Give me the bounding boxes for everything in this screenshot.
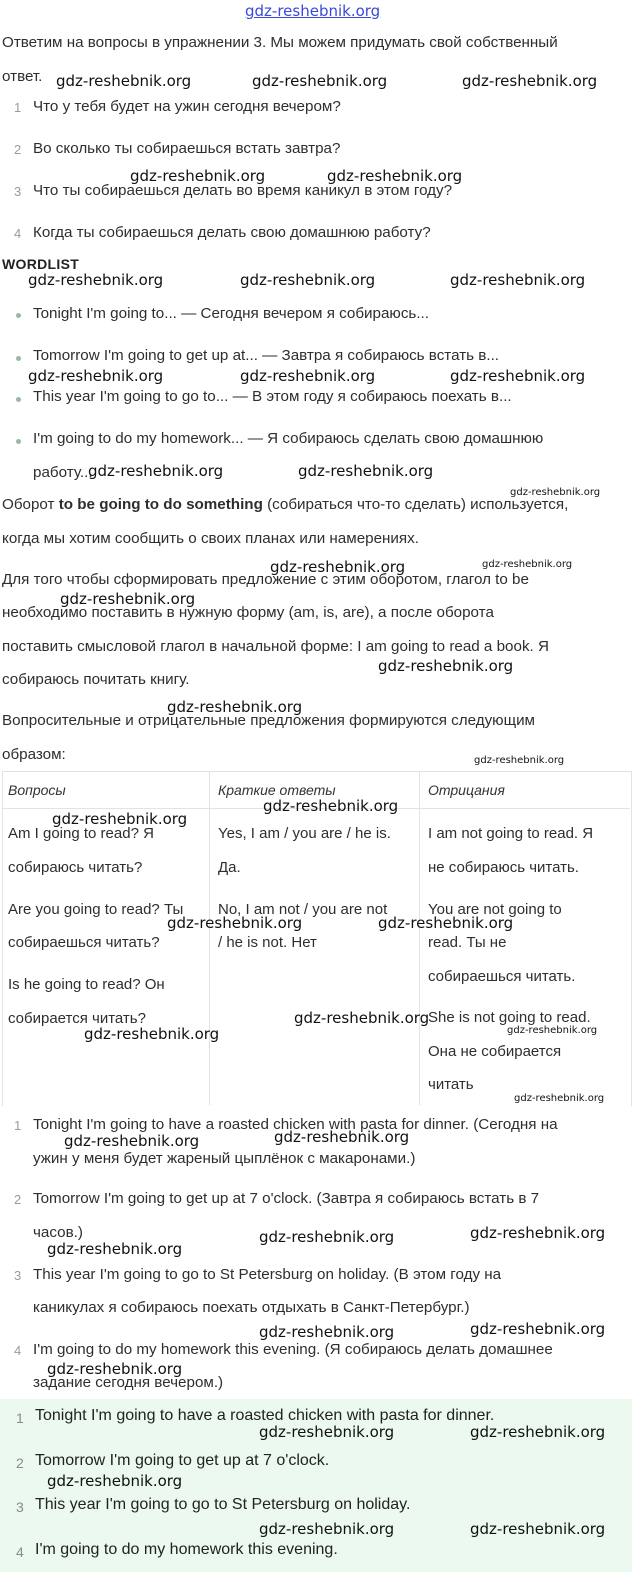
table-cell: собираешься читать.: [428, 968, 576, 985]
table-cell: Yes, I am / you are / he is.: [218, 825, 391, 842]
watermark: gdz-reshebnik.org: [470, 1320, 606, 1338]
grammar-line: Вопросительные и отрицательные предложения формируются следующим: [2, 712, 535, 729]
watermark: gdz-reshebnik.org: [470, 1224, 606, 1242]
table-cell: Is he going to read? Он: [8, 976, 165, 993]
grammar-text: Оборот: [2, 496, 59, 513]
bullet-icon: [16, 397, 21, 402]
question-number: 4: [14, 226, 22, 241]
final-answer: Tomorrow I'm going to get up at 7 o'clock.: [35, 1452, 330, 1469]
wordlist-item: I'm going to do my homework... — Я собираюсь сделать свою домашнюю: [33, 430, 544, 447]
table-cell: No, I am not / you are not: [218, 901, 388, 918]
watermark: gdz-reshebnik.org: [56, 72, 192, 90]
watermark: gdz-reshebnik.org: [88, 462, 224, 480]
question-item: Что ты собираешься делать во время каникул в этом году?: [33, 182, 453, 199]
watermark: gdz-reshebnik.org: [298, 462, 434, 480]
watermark: gdz-reshebnik.org: [378, 657, 514, 675]
question-number: 2: [14, 142, 22, 157]
grammar-paragraph-1: [2, 496, 568, 513]
table-cell: I am not going to read. Я: [428, 825, 594, 842]
table-cell: читать: [428, 1076, 474, 1093]
table-cell: She is not going to read.: [428, 1009, 591, 1026]
grammar-line: Для того чтобы сформировать предложение с этим оборотом, глагол to be: [2, 571, 529, 588]
answer-line: каникулах я собираюсь поехать отдыхать в Санкт-Петербург.): [33, 1299, 470, 1316]
grammar-text: (собираться что-то сделать) используется,: [262, 496, 569, 513]
table-cell: Are you going to read? Ты: [8, 901, 184, 918]
watermark: gdz-reshebnik.org: [240, 271, 376, 289]
watermark: gdz-reshebnik.org: [64, 1132, 200, 1150]
watermark: gdz-reshebnik.org: [470, 1520, 606, 1538]
watermark: gdz-reshebnik.org: [378, 914, 514, 932]
watermark: gdz-reshebnik.org: [28, 367, 164, 385]
watermark: gdz-reshebnik.org: [294, 1009, 430, 1027]
bullet-icon: [16, 439, 21, 444]
final-answer: This year I'm going to go to St Petersburg on holiday.: [35, 1496, 411, 1513]
grammar-line: необходимо поставить в нужную форму (am, is, are), а после оборота: [2, 604, 494, 621]
table-cell: собираешься читать?: [8, 934, 160, 951]
grammar-line: образом:: [2, 746, 66, 763]
table-header: Вопросы: [8, 782, 66, 798]
final-answer-number: 4: [16, 1544, 24, 1560]
watermark: gdz-reshebnik.org: [47, 1472, 183, 1490]
answer-line: This year I'm going to go to St Petersburg on holiday. (В этом году на: [33, 1266, 502, 1283]
final-answer: Tonight I'm going to have a roasted chicken with pasta for dinner.: [35, 1407, 495, 1424]
wordlist-item: Tonight I'm going to... — Сегодня вечером я собираюсь...: [33, 305, 429, 322]
final-answer-number: 1: [16, 1410, 24, 1426]
table-cell: собирается читать?: [8, 1010, 146, 1027]
table-cell: / he is not. Нет: [218, 934, 317, 951]
table-cell: собираюсь читать?: [8, 859, 143, 876]
watermark: gdz-reshebnik.org: [167, 698, 303, 716]
watermark: gdz-reshebnik.org: [47, 1360, 183, 1378]
watermark: gdz-reshebnik.org: [259, 1423, 395, 1441]
watermark: gdz-reshebnik.org: [52, 810, 188, 828]
table-cell: Она не собирается: [428, 1043, 562, 1060]
watermark: gdz-reshebnik.org: [474, 755, 565, 766]
table-cell: You are not going to: [428, 901, 562, 918]
table-header: Отрицания: [428, 782, 505, 798]
final-answer-number: 2: [16, 1455, 24, 1471]
final-answer: I'm going to do my homework this evening.: [35, 1541, 338, 1558]
answer-number: 4: [14, 1343, 22, 1358]
answer-line: Tonight I'm going to have a roasted chicken with pasta for dinner. (Сегодня на: [33, 1116, 558, 1133]
watermark: gdz-reshebnik.org: [259, 1228, 395, 1246]
intro-line-2: ответ.: [2, 68, 43, 85]
watermark: gdz-reshebnik.org: [482, 559, 573, 570]
watermark: gdz-reshebnik.org: [167, 914, 303, 932]
bullet-icon: [16, 313, 21, 318]
table-column-divider: [209, 771, 210, 1105]
watermark: gdz-reshebnik.org: [507, 1025, 598, 1036]
watermark: gdz-reshebnik.org: [259, 1323, 395, 1341]
question-item: Когда ты собираешься делать свою домашнюю работу?: [33, 224, 431, 241]
watermark: gdz-reshebnik.org: [462, 72, 598, 90]
table-cell: Am I going to read? Я: [8, 825, 154, 842]
answer-line: I'm going to do my homework this evening. (Я собираюсь делать домашнее: [33, 1341, 553, 1358]
watermark: gdz-reshebnik.org: [84, 1025, 220, 1043]
watermark: gdz-reshebnik.org: [450, 367, 586, 385]
answer-line: ужин у меня будет жареный цыплёнок с макаронами.): [33, 1150, 416, 1167]
wordlist-item: Tomorrow I'm going to get up at... — Завтра я собираюсь встать в...: [33, 347, 500, 364]
watermark: gdz-reshebnik.org: [240, 367, 376, 385]
intro-line-1: Ответим на вопросы в упражнении 3. Мы можем придумать свой собственный: [2, 34, 558, 51]
wordlist-item: This year I'm going to go to... — В этом году я собираюсь поехать в...: [33, 388, 512, 405]
table-cell: не собираюсь читать.: [428, 859, 579, 876]
watermark: gdz-reshebnik.org: [510, 487, 601, 498]
table-cell: read. Ты не: [428, 934, 507, 951]
site-link[interactable]: gdz-reshebnik.org: [245, 2, 381, 20]
watermark: gdz-reshebnik.org: [514, 1093, 605, 1104]
wordlist-title: WORDLIST: [2, 256, 80, 272]
bullet-icon: [16, 356, 21, 361]
answer-line: задание сегодня вечером.): [33, 1374, 224, 1391]
wordlist-item-continuation: работу...: [33, 464, 93, 481]
table-column-divider: [419, 771, 420, 1105]
watermark: gdz-reshebnik.org: [28, 271, 164, 289]
watermark: gdz-reshebnik.org: [47, 1240, 183, 1258]
question-number: 3: [14, 184, 22, 199]
final-answer-number: 3: [16, 1499, 24, 1515]
answer-number: 2: [14, 1192, 22, 1207]
answer-number: 1: [14, 1118, 22, 1133]
watermark: gdz-reshebnik.org: [252, 72, 388, 90]
grammar-line: поставить смысловой глагол в начальной форме: I am going to read a book. Я: [2, 638, 549, 655]
watermark: gdz-reshebnik.org: [263, 797, 399, 815]
watermark: gdz-reshebnik.org: [450, 271, 586, 289]
question-item: Во сколько ты собираешься встать завтра?: [33, 140, 341, 157]
watermark: gdz-reshebnik.org: [270, 558, 406, 576]
watermark: gdz-reshebnik.org: [130, 167, 266, 185]
grammar-line: собираюсь почитать книгу.: [2, 671, 190, 688]
watermark: gdz-reshebnik.org: [274, 1128, 410, 1146]
table-header: Краткие ответы: [218, 782, 336, 798]
question-number: 1: [14, 100, 22, 115]
answer-line: часов.): [33, 1224, 83, 1241]
watermark: gdz-reshebnik.org: [470, 1423, 606, 1441]
table-cell: Да.: [218, 859, 241, 876]
answer-number: 3: [14, 1268, 22, 1283]
question-item: Что у тебя будет на ужин сегодня вечером?: [33, 98, 341, 115]
grammar-line: когда мы хотим сообщить о своих планах или намерениях.: [2, 530, 419, 547]
watermark: gdz-reshebnik.org: [327, 167, 463, 185]
watermark: gdz-reshebnik.org: [60, 590, 196, 608]
answer-line: Tomorrow I'm going to get up at 7 o'clock. (Завтра я собираюсь встать в 7: [33, 1190, 540, 1207]
watermark: gdz-reshebnik.org: [259, 1520, 395, 1538]
grammar-bold-phrase: to be going to do something: [58, 496, 263, 513]
